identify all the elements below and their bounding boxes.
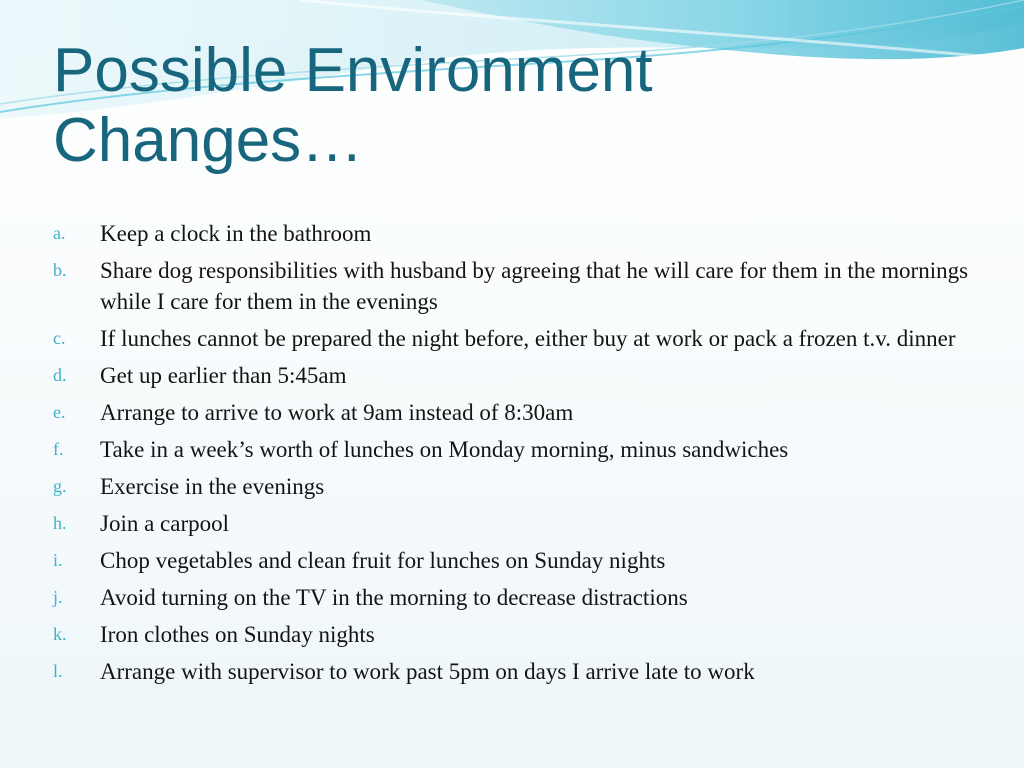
list-item	[53, 397, 973, 428]
list-item-text: Arrange to arrive to work at 9am instead of 8:30am	[100, 400, 574, 425]
list-marker: i.	[53, 550, 63, 570]
list-item	[53, 582, 973, 613]
list-marker: d.	[53, 365, 67, 385]
list-item	[53, 471, 973, 502]
list-item-text: Join a carpool	[100, 511, 230, 536]
list-item-text: Arrange with supervisor to work past 5pm on days I arrive late to work	[100, 659, 755, 684]
list-item	[53, 619, 973, 650]
list-item-text: Get up earlier than 5:45am	[100, 363, 347, 388]
list-item	[53, 323, 973, 354]
list-item-text: Share dog responsibilities with husband by agreeing that he will care for them in the mornings while I care for them in the evenings	[100, 258, 969, 314]
list-marker: a.	[53, 223, 66, 243]
list-marker: e.	[53, 402, 66, 422]
list-item	[53, 545, 973, 576]
list-item	[53, 656, 973, 687]
list-marker: b.	[53, 260, 67, 280]
list-item	[53, 434, 973, 465]
list-item-text: Exercise in the evenings	[100, 474, 325, 499]
list-item-text: Chop vegetables and clean fruit for lunches on Sunday nights	[100, 548, 666, 573]
list-item	[53, 360, 973, 391]
list-item-text: Take in a week’s worth of lunches on Monday morning, minus sandwiches	[100, 437, 789, 462]
list-marker: k.	[53, 624, 67, 644]
list-marker: h.	[53, 513, 67, 533]
list-item-text: Avoid turning on the TV in the morning to decrease distractions	[100, 585, 688, 610]
changes-list	[53, 218, 973, 693]
title-line-2: Changes…	[53, 106, 364, 175]
list-marker: l.	[53, 661, 63, 681]
list-marker: c.	[53, 328, 66, 348]
list-item-text: If lunches cannot be prepared the night before, either buy at work or pack a frozen t.v. dinner	[100, 326, 956, 351]
list-item	[53, 255, 973, 317]
list-item	[53, 218, 973, 249]
list-item-text: Keep a clock in the bathroom	[100, 221, 372, 246]
list-marker: g.	[53, 476, 67, 496]
list-item-text: Iron clothes on Sunday nights	[100, 622, 375, 647]
slide-title	[53, 36, 813, 176]
title-line-1: Possible Environment	[53, 36, 653, 105]
list-marker: f.	[53, 439, 64, 459]
list-marker: j.	[53, 587, 63, 607]
list-item	[53, 508, 973, 539]
